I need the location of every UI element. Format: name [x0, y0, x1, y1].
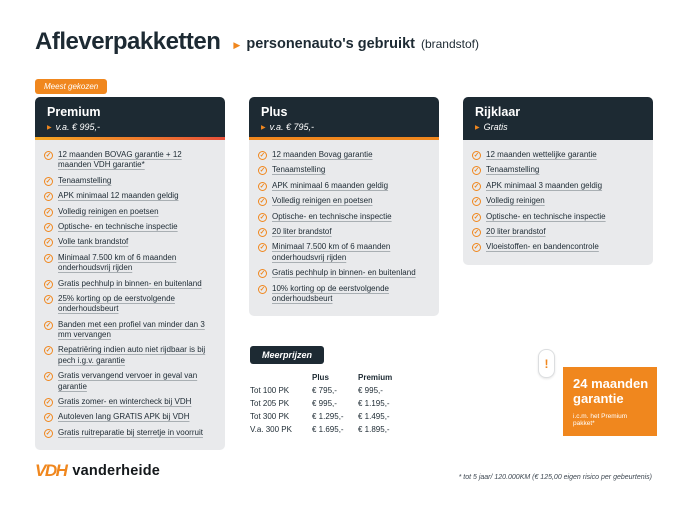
table-header-premium: Premium	[358, 373, 393, 382]
table-cell-plus: € 795,-	[312, 386, 337, 395]
feature-item	[44, 428, 216, 438]
check-icon: ✓	[45, 295, 52, 303]
feature-text: Optische- en technische inspectie	[58, 221, 178, 231]
check-icon: ✓	[45, 208, 52, 216]
check-icon: ✓	[45, 177, 52, 185]
feature-text: Repatriëring indien auto niet rijdbaar is bij pech i.g.v. garantie	[58, 345, 206, 365]
package-price	[261, 122, 427, 132]
feature-item	[258, 165, 430, 175]
feature-item	[44, 150, 216, 171]
feature-item	[44, 279, 216, 289]
table-cell-premium: € 1.895,-	[358, 425, 390, 434]
check-icon: ✓	[473, 244, 480, 252]
check-icon: ✓	[45, 429, 52, 437]
arrow-icon: ▶	[475, 124, 480, 131]
check-icon: ✓	[259, 198, 266, 206]
feature-item	[44, 176, 216, 186]
package-premium-header	[35, 97, 225, 140]
check-icon: ✓	[259, 285, 266, 293]
feature-item	[44, 222, 216, 232]
feature-item	[44, 294, 216, 315]
feature-item	[44, 191, 216, 201]
check-icon: ✓	[45, 373, 52, 381]
table-cell-plus: € 1.295,-	[312, 412, 344, 421]
table-row-label: Tot 100 PK	[250, 386, 290, 395]
check-icon: ✓	[45, 321, 52, 329]
feature-item	[44, 253, 216, 274]
feature-text: APK minimaal 6 maanden geldig	[272, 180, 389, 190]
feature-text: 12 maanden wettelijke garantie	[486, 150, 597, 159]
check-icon: ✓	[45, 414, 52, 422]
feature-item	[258, 150, 430, 160]
feature-text: Optische- en technische inspectie	[272, 211, 392, 221]
feature-item	[44, 320, 216, 341]
subtitle: personenauto's gebruikt	[246, 36, 415, 52]
check-icon: ✓	[45, 254, 52, 262]
check-icon: ✓	[259, 182, 266, 190]
feature-item	[258, 268, 430, 278]
feature-item	[258, 196, 430, 206]
vdh-logo-icon: VDH	[35, 461, 67, 480]
feature-item	[472, 242, 644, 252]
feature-item	[472, 165, 644, 175]
arrow-icon: ▶	[261, 124, 266, 131]
feature-text: 25% korting op de eerstvolgende onderhoudsbeurt	[58, 293, 175, 314]
feature-list-premium	[35, 140, 225, 450]
package-price	[47, 122, 213, 132]
feature-item	[258, 227, 430, 237]
feature-item	[472, 150, 644, 160]
check-icon: ✓	[473, 198, 480, 206]
price-text: v.a. € 995,-	[55, 122, 100, 132]
feature-item	[44, 371, 216, 392]
exclamation-glyph: !	[544, 356, 549, 371]
feature-list-rijklaar	[463, 140, 653, 265]
feature-text: Tenaamstelling	[486, 165, 540, 175]
table-header-empty	[250, 373, 312, 382]
feature-text: Volledig reinigen en poetsen	[58, 206, 159, 216]
feature-item	[258, 284, 430, 305]
accent-strip	[35, 137, 225, 140]
check-icon: ✓	[259, 244, 266, 252]
feature-text: Gratis zomer- en wintercheck bij VDH	[58, 397, 192, 407]
feature-list-plus	[249, 140, 439, 316]
check-icon: ✓	[473, 213, 480, 221]
feature-text: Gratis ruitreparatie bij sterretje in voorruit	[58, 427, 203, 437]
feature-text: Autoleven lang GRATIS APK bij VDH	[58, 412, 190, 422]
feature-text: Banden met een profiel van minder dan 3 mm vervangen	[58, 319, 205, 340]
feature-item	[258, 181, 430, 191]
feature-item	[44, 207, 216, 217]
feature-text: 12 maanden BOVAG garantie + 12 maanden VDH garantie*	[58, 150, 182, 170]
check-icon: ✓	[45, 347, 52, 355]
check-icon: ✓	[259, 152, 266, 159]
brand-name: vanderheide	[72, 463, 161, 479]
surcharge-title: Meerprijzen	[250, 346, 324, 364]
feature-item	[472, 227, 644, 237]
check-icon: ✓	[45, 223, 52, 231]
feature-text: Tenaamstelling	[272, 165, 326, 175]
check-icon: ✓	[45, 152, 52, 159]
guarantee-box	[563, 367, 657, 436]
accent-strip	[249, 137, 439, 140]
feature-text: Optische- en technische inspectie	[486, 211, 606, 221]
guarantee-note: i.c.m. het Premium pakket*	[573, 412, 628, 427]
arrow-icon: ▶	[47, 124, 52, 131]
guarantee-callout	[538, 349, 657, 436]
guarantee-line2: garantie	[573, 390, 624, 406]
feature-text: 20 liter brandstof	[272, 226, 332, 236]
package-name: Rijklaar	[475, 105, 521, 119]
package-plus-header	[249, 97, 439, 140]
check-icon: ✓	[473, 152, 480, 159]
check-icon: ✓	[259, 270, 266, 278]
check-icon: ✓	[473, 228, 480, 236]
feature-text: Volledig reinigen en poetsen	[272, 196, 373, 206]
table-row-label: Tot 205 PK	[250, 399, 290, 408]
feature-text: Tenaamstelling	[58, 175, 112, 185]
check-icon: ✓	[259, 228, 266, 236]
check-icon: ✓	[473, 167, 480, 175]
table-row-label: Tot 300 PK	[250, 412, 290, 421]
footnote: * tot 5 jaar/ 120.000KM (€ 125,00 eigen risico per gebeurtenis)	[458, 474, 652, 481]
feature-item	[472, 212, 644, 222]
subtitle-note: (brandstof)	[420, 37, 479, 51]
table-cell-premium: € 1.195,-	[358, 399, 390, 408]
feature-text: 12 maanden Bovag garantie	[272, 150, 373, 159]
guarantee-line1: 24 maanden	[573, 376, 649, 391]
page-title: Afleverpakketten	[35, 28, 221, 55]
feature-text: APK minimaal 12 maanden geldig	[58, 191, 179, 201]
check-icon: ✓	[473, 182, 480, 190]
arrow-icon: ▶	[233, 40, 241, 50]
feature-item	[44, 237, 216, 247]
check-icon: ✓	[45, 280, 52, 288]
check-icon: ✓	[45, 239, 52, 247]
feature-item	[44, 397, 216, 407]
feature-text: Volle tank brandstof	[58, 237, 129, 247]
surcharge-section	[250, 345, 440, 434]
header	[35, 28, 479, 56]
table-row-label: V.a. 300 PK	[250, 425, 292, 434]
package-name: Plus	[261, 105, 288, 119]
feature-text: Gratis pechhulp in binnen- en buitenland	[272, 268, 416, 278]
feature-text: Vloeistoffen- en bandencontrole	[486, 242, 599, 252]
feature-text: Minimaal 7.500 km of 6 maanden onderhoudsvrij rijden	[58, 252, 177, 273]
table-cell-premium: € 995,-	[358, 386, 383, 395]
feature-item	[472, 181, 644, 191]
feature-text: Minimaal 7.500 km of 6 maanden onderhoudsvrij rijden	[272, 242, 391, 262]
package-name: Premium	[47, 105, 101, 119]
feature-text: APK minimaal 3 maanden geldig	[486, 180, 603, 190]
price-text: v.a. € 795,-	[269, 122, 314, 132]
feature-item	[258, 212, 430, 222]
feature-text: Gratis pechhulp in binnen- en buitenland	[58, 278, 202, 288]
most-chosen-badge: Meest gekozen	[35, 79, 107, 94]
check-icon: ✓	[259, 167, 266, 175]
check-icon: ✓	[45, 193, 52, 201]
feature-text: Gratis vervangend vervoer in geval van garantie	[58, 371, 198, 391]
surcharge-table	[250, 373, 440, 434]
table-cell-premium: € 1.495,-	[358, 412, 390, 421]
subtitle-row	[233, 36, 479, 52]
feature-item	[44, 345, 216, 366]
feature-item	[44, 412, 216, 422]
feature-item	[258, 242, 430, 263]
table-cell-plus: € 995,-	[312, 399, 337, 408]
package-rijklaar-header	[463, 97, 653, 140]
check-icon: ✓	[45, 399, 52, 407]
package-price	[475, 122, 641, 132]
attention-icon	[538, 349, 555, 378]
check-icon: ✓	[259, 213, 266, 221]
table-cell-plus: € 1.695,-	[312, 425, 344, 434]
brand-logo	[35, 461, 160, 481]
feature-text: Volledig reinigen	[486, 196, 545, 206]
feature-text: 10% korting op de eerstvolgende onderhoudsbeurt	[272, 283, 389, 303]
package-premium	[35, 97, 225, 450]
table-header-plus: Plus	[312, 373, 329, 382]
feature-text: 20 liter brandstof	[486, 226, 546, 236]
price-text: Gratis	[483, 122, 508, 132]
feature-item	[472, 196, 644, 206]
